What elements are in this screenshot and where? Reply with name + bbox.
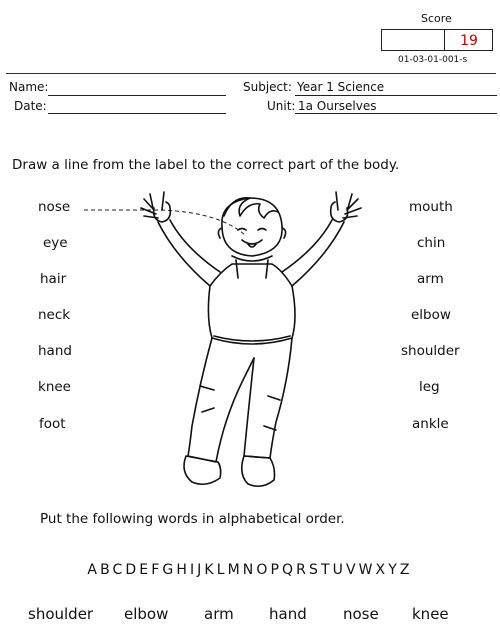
alphabet-row: ABCDEFGHIJKLMNOPQRSTUVWXYZ [87, 562, 413, 578]
score-label: Score [421, 12, 452, 25]
right-label-shoulder[interactable]: shoulder [401, 343, 460, 359]
task1-instruction: Draw a line from the label to the correct part of the body. [12, 157, 400, 173]
unit-label: Unit: [267, 99, 296, 113]
right-label-leg[interactable]: leg [419, 379, 440, 395]
word-elbow: elbow [124, 605, 169, 623]
child-illustration [140, 186, 362, 496]
word-shoulder: shoulder [28, 605, 94, 623]
right-label-elbow[interactable]: elbow [411, 307, 451, 323]
right-label-chin[interactable]: chin [417, 235, 446, 251]
left-label-nose[interactable]: nose [38, 199, 71, 215]
word-knee: knee [412, 605, 449, 623]
subject-value: Year 1 Science [297, 80, 385, 94]
left-label-eye[interactable]: eye [43, 235, 68, 251]
left-label-hair[interactable]: hair [40, 271, 67, 287]
right-label-arm[interactable]: arm [417, 271, 444, 287]
left-label-hand[interactable]: hand [38, 343, 72, 359]
right-label-mouth[interactable]: mouth [409, 199, 453, 215]
word-nose: nose [343, 605, 379, 623]
worksheet-code: 01-03-01-001-s [398, 55, 468, 65]
name-label: Name: [9, 80, 49, 94]
left-label-foot[interactable]: foot [39, 416, 66, 432]
task2-instruction: Put the following words in alphabetical order. [40, 511, 345, 527]
left-label-knee[interactable]: knee [38, 379, 71, 395]
word-arm: arm [204, 605, 234, 623]
score-value: 19 [460, 33, 478, 49]
word-hand: hand [269, 605, 307, 623]
date-label: Date: [14, 99, 47, 113]
subject-label: Subject: [243, 80, 292, 94]
right-label-ankle[interactable]: ankle [412, 416, 449, 432]
left-label-neck[interactable]: neck [38, 307, 71, 323]
unit-value: 1a Ourselves [298, 99, 377, 113]
